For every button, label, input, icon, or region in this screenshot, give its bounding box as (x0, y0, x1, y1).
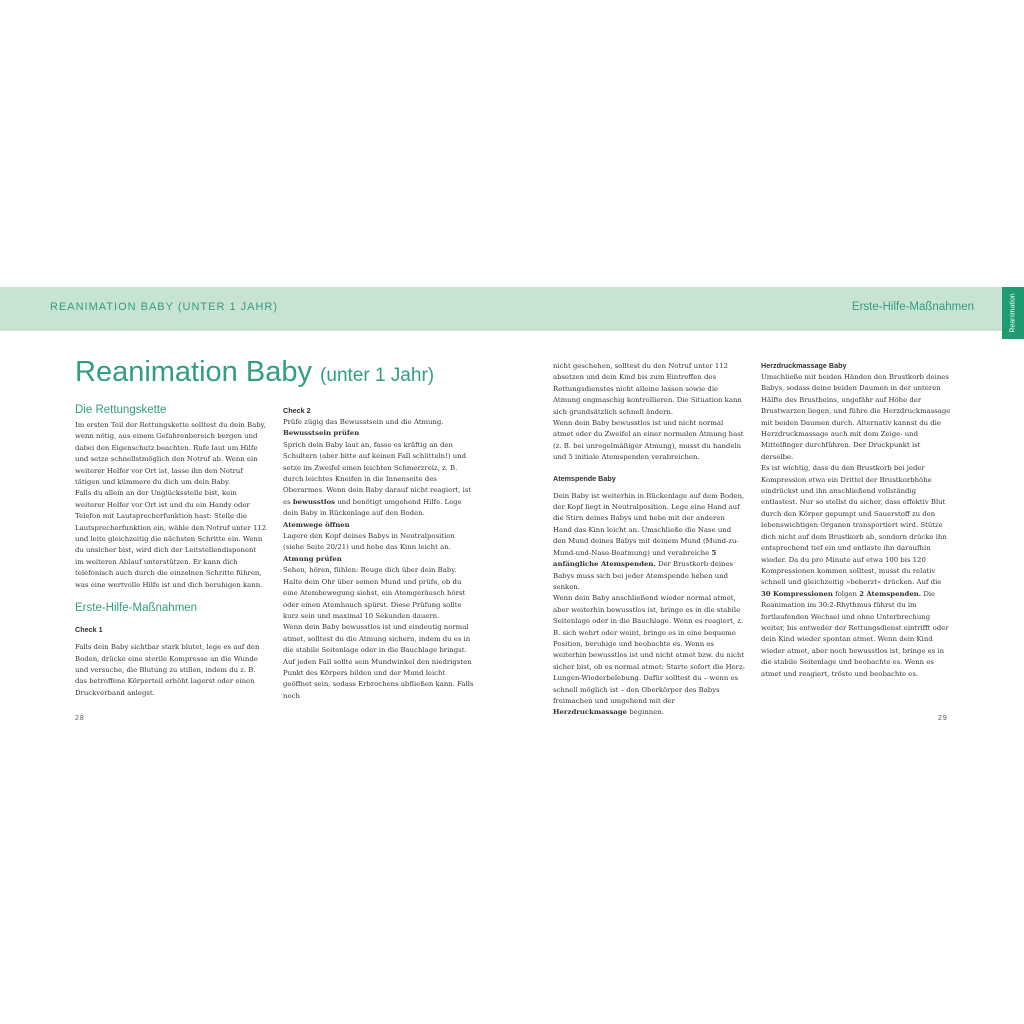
paragraph: Im ersten Teil der Rettungskette solltest du dein Baby, wenn nötig, aus einem Gefahrenbereich bergen und dabei den Eigenschutz beachten. Rufe laut um Hilfe und setze schnellstmöglich den Notruf ab. Wenn ein weiterer Helfer vor Ort ist, lasse ihn den Notruf tätigen und kümmere du dich um dein Baby. (75, 421, 266, 487)
paragraph: Wenn dein Baby anschließend wieder normal atmet, aber weiterhin bewusstlos ist, bringe es in die stabile Seitenlage oder in die Bauchlage. Wenn es reagiert, z. B. sich wehrt oder weint, bringe es in eine bequeme Position, beruhige und beobachte es. Wenn es weiterhin bewusstlos ist und nicht atmet bzw. du nicht sicher bist, ob es normal atmet: Starte sofort die Herz-Lungen-Wiederbelebung. Dafür solltest du – wenn es schnell möglich ist – den Oberkörper des Babys freimachen und umgehend mit der Herzdruckmassage beginnen. (553, 594, 745, 717)
page-title (75, 354, 434, 394)
running-header-left: REANIMATION BABY (UNTER 1 JAHR) (50, 301, 279, 313)
page-title-main: Reanimation Baby (75, 356, 312, 388)
paragraph: Dein Baby ist weiterhin in Rückenlage auf dem Boden, der Kopf liegt in Neutralposition. Lege eine Hand auf die Stirn deines Babys und hebe mit der anderen Hand das Kinn leicht an. Umschließe die Nase und den Mund deines Babys mit deinem Mund (Mund-zu-Mund-und-Nase-Beatmung) und verabreiche 5 anfängliche Atemspenden. Der Brustkorb deines Babys muss sich bei jeder Atemspende heben und senken. (553, 491, 745, 591)
heading-check-2: Check 2 (283, 406, 311, 415)
column-1 (75, 402, 267, 699)
paragraph: Wenn dein Baby bewusstlos ist und eindeutig normal atmet, solltest du die Atmung sichern, indem du es in die stabile Seitenlage oder in die Bauchlage bringst. Auf jeden Fall sollte sein Mundwinkel den niedrigsten Punkt des Körpers bilden und der Mund leicht geöffnet sein, sodass Erbrochens abfließen kann. Falls noch (283, 623, 474, 700)
page-title-sub: (unter 1 Jahr) (320, 365, 435, 386)
column-2 (283, 405, 475, 702)
paragraph: Lagere den Kopf deines Babys in Neutralposition (siehe Seite 20/21) und hebe das Kinn leicht an. (283, 532, 455, 552)
paragraph: Prüfe zügig das Bewusstsein und die Atmung. (283, 418, 444, 426)
heading-herzdruckmassage: Herzdruckmassage Baby (761, 361, 847, 370)
paragraph: Sehen, hören, fühlen: Beuge dich über dein Baby. Halte dein Ohr über seinen Mund und prüfe, ob du eine Atembewegung siehst, ein Atemgeräusch hörst oder einen Atemhauch spürst. Diese Prüfung sollte kurz sein und maximal 10 Sekunden dauern. (283, 566, 466, 620)
subheading-atmung: Atmung prüfen (283, 554, 342, 563)
subheading-bewusstsein: Bewusstsein prüfen (283, 429, 360, 438)
heading-atemspende: Atemspende Baby (553, 473, 616, 483)
column-4 (761, 360, 953, 680)
heading-erste-hilfe: Erste-Hilfe-Maßnahmen (75, 602, 198, 615)
heading-check-1: Check 1 (75, 625, 103, 635)
column-3 (553, 361, 745, 719)
chapter-tab (1002, 287, 1024, 339)
paragraph: Falls dein Baby sichtbar stark blutet, lege es auf den Boden, drücke eine sterile Kompresse an die Wunde und versuche, die Blutung zu stillen, indem du z. B. das betroffene Körperteil erhöht lagerst oder einen Druckverband anlegst. (75, 643, 260, 697)
paragraph: Sprich dein Baby laut an, fasse es kräftig an den Schultern (aber bitte auf keinen Fall schütteln!) und setze im Zweifel einen leichten Schmerzreiz, z. B. durch leichtes Kneifen in die Innenseite des Oberarmes. Wenn dein Baby darauf nicht reagiert, ist es bewusstlos und benötigt umgehend Hilfe. Lege dein Baby in Rückenlage auf den Boden. (283, 440, 472, 518)
paragraph: nicht geschehen, solltest du den Notruf unter 112 absetzen und dein Kind bis zum Eintreffen des Rettungsdienstes nicht alleine lassen sowie die Atmung engmaschig kontrollieren. Die Situation kann sich grundsätzlich schnell ändern. (553, 362, 742, 416)
paragraph: Falls du allein an der Unglücksstelle bist, kein weiterer Helfer vor Ort ist und du ein Handy oder Telefon mit Lautsprecherfunktion hast: Stelle die Lautsprecherfunktion ein, wähle den Notruf unter 112 und leite gleichzeitig die nächsten Schritte ein. Wenn du unsicher bist, wird dich der Leitstellendisponent im weiteren Ablauf unterstützen. Er kann dich telefonisch auch durch die einzelnen Schritte führen, was eine wertvolle Hilfe ist und dich beruhigen kann. (75, 489, 267, 589)
paragraph: Es ist wichtig, dass du den Brustkorb bei jeder Kompression etwa ein Drittel der Brustkorbhöhe eindrückst und ihn anschließend vollständig entlastest. Nur so stellst du sicher, dass effektiv Blut durch den Körper gepumpt und Sauerstoff zu den lebenswichtigen Organen transportiert wird. Stütze dich nicht auf dem Brustkorb ab, sondern drücke ihn entsprechend tief ein und entlaste ihn daraufhin wieder. Da du pro Minute auf etwa 100 bis 120 Kompressionen kommen solltest, musst du relativ schnell und gleichzeitig »beherzt« drücken. Auf die 30 Kompressionen folgen 2 Atemspenden. Die Reanimation im 30:2-Rhythmus führst du im fortlaufenden Wechsel und ohne Unterbrechung weiter, bis entweder der Rettungsdienst eintrifft oder dein Kind wieder spontan atmet. Wenn dein Kind wieder atmet, aber noch bewusstlos ist, bringe es in die stabile Seitenlage und beobachte es. Wenn es atmet und reagiert, tröste und beobachte es. (761, 464, 949, 678)
running-header-right: Erste-Hilfe-Maßnahmen (851, 301, 974, 313)
heading-rettungskette: Die Rettungskette (75, 404, 167, 416)
page-number-left: 28 (75, 715, 85, 722)
subheading-atemwege: Atemwege öffnen (283, 520, 350, 529)
chapter-tab-label: Reanimation (1009, 293, 1017, 333)
page-number-right: 29 (938, 715, 948, 722)
paragraph: Umschließe mit beiden Händen den Brustkorb deines Babys, sodass deine beiden Daumen in der unteren Hälfte des Brustbeins, ungefähr auf Höhe der Brustwarzen liegen, und führe die Herzdruckmassage mit beiden Daumen durch. Alternativ kannst du die Herzdruckmassage auch mit dem Zeige- und Mittelfinger durchführen. Der Druckpunkt ist derselbe. (761, 373, 951, 461)
paragraph: Wenn dein Baby bewusstlos ist und nicht normal atmet oder du Zweifel an einer normalen Atmung hast (z. B. bei unregelmäßiger Atmung), musst du handeln und 5 initiale Atemspenden verabreichen. (553, 419, 744, 462)
running-header-band (0, 287, 1024, 331)
